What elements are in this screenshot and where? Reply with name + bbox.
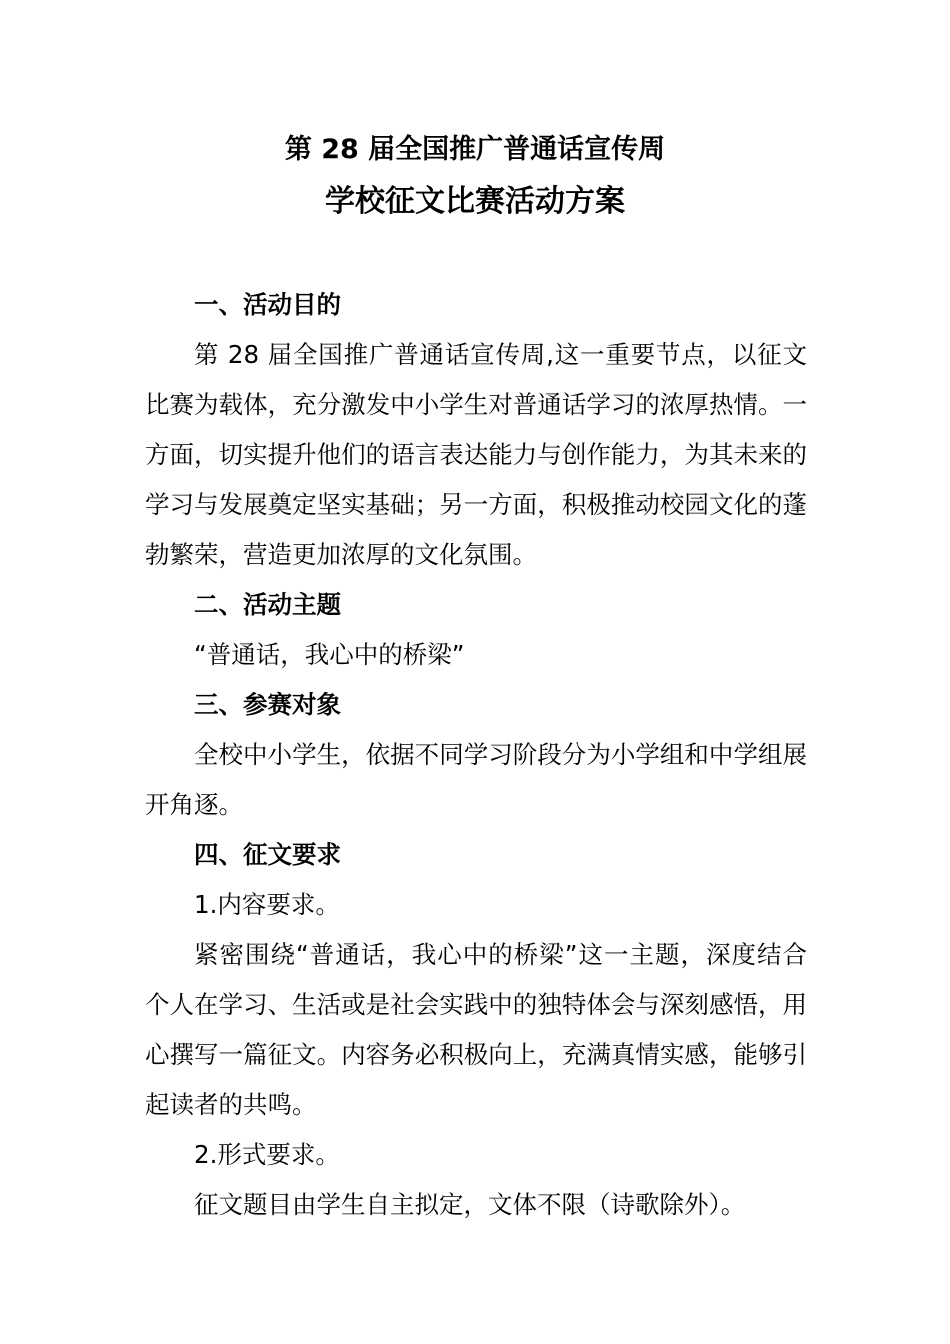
paragraph-purpose: 第 28 届全国推广普通话宣传周,这一重要节点，以征文比赛为载体，充分激发中小学生对普通话学习的浓厚热情。一方面，切实提升他们的语言表达能力与创作能力，为其未来的学习与发展奠定坚实基础；另一方面，积极推动校园文化的蓬勃繁荣，营造更加浓厚的文化氛围。 (145, 340, 807, 569)
paragraph-content-requirements: 紧密围绕“普通话，我心中的桥梁”这一主题，深度结合个人在学习、生活或是社会实践中的独特体会与深刻感悟，用心撰写一篇征文。内容务必积极向上，充满真情实感，能够引起读者的共鸣。 (145, 940, 807, 1119)
section-heading-participants: 三、参赛对象 (194, 690, 341, 719)
paragraph-theme: “普通话，我心中的桥梁” (194, 640, 465, 669)
section-heading-requirements: 四、征文要求 (194, 840, 341, 869)
subheading-form-requirements: 2.形式要求。 (194, 1140, 340, 1169)
document-title-line1: 第 28 届全国推广普通话宣传周 (284, 134, 666, 165)
paragraph-participants: 全校中小学生，依据不同学习阶段分为小学组和中学组展开角逐。 (145, 740, 807, 819)
section-heading-theme: 二、活动主题 (194, 590, 341, 619)
paragraph-form-requirements: 征文题目由学生自主拟定，文体不限（诗歌除外）。 (194, 1190, 746, 1219)
document-body (145, 280, 807, 1230)
subheading-content-requirements: 1.内容要求。 (194, 890, 340, 919)
document-title-line2: 学校征文比赛活动方案 (325, 184, 625, 219)
section-heading-purpose: 一、活动目的 (194, 290, 341, 319)
